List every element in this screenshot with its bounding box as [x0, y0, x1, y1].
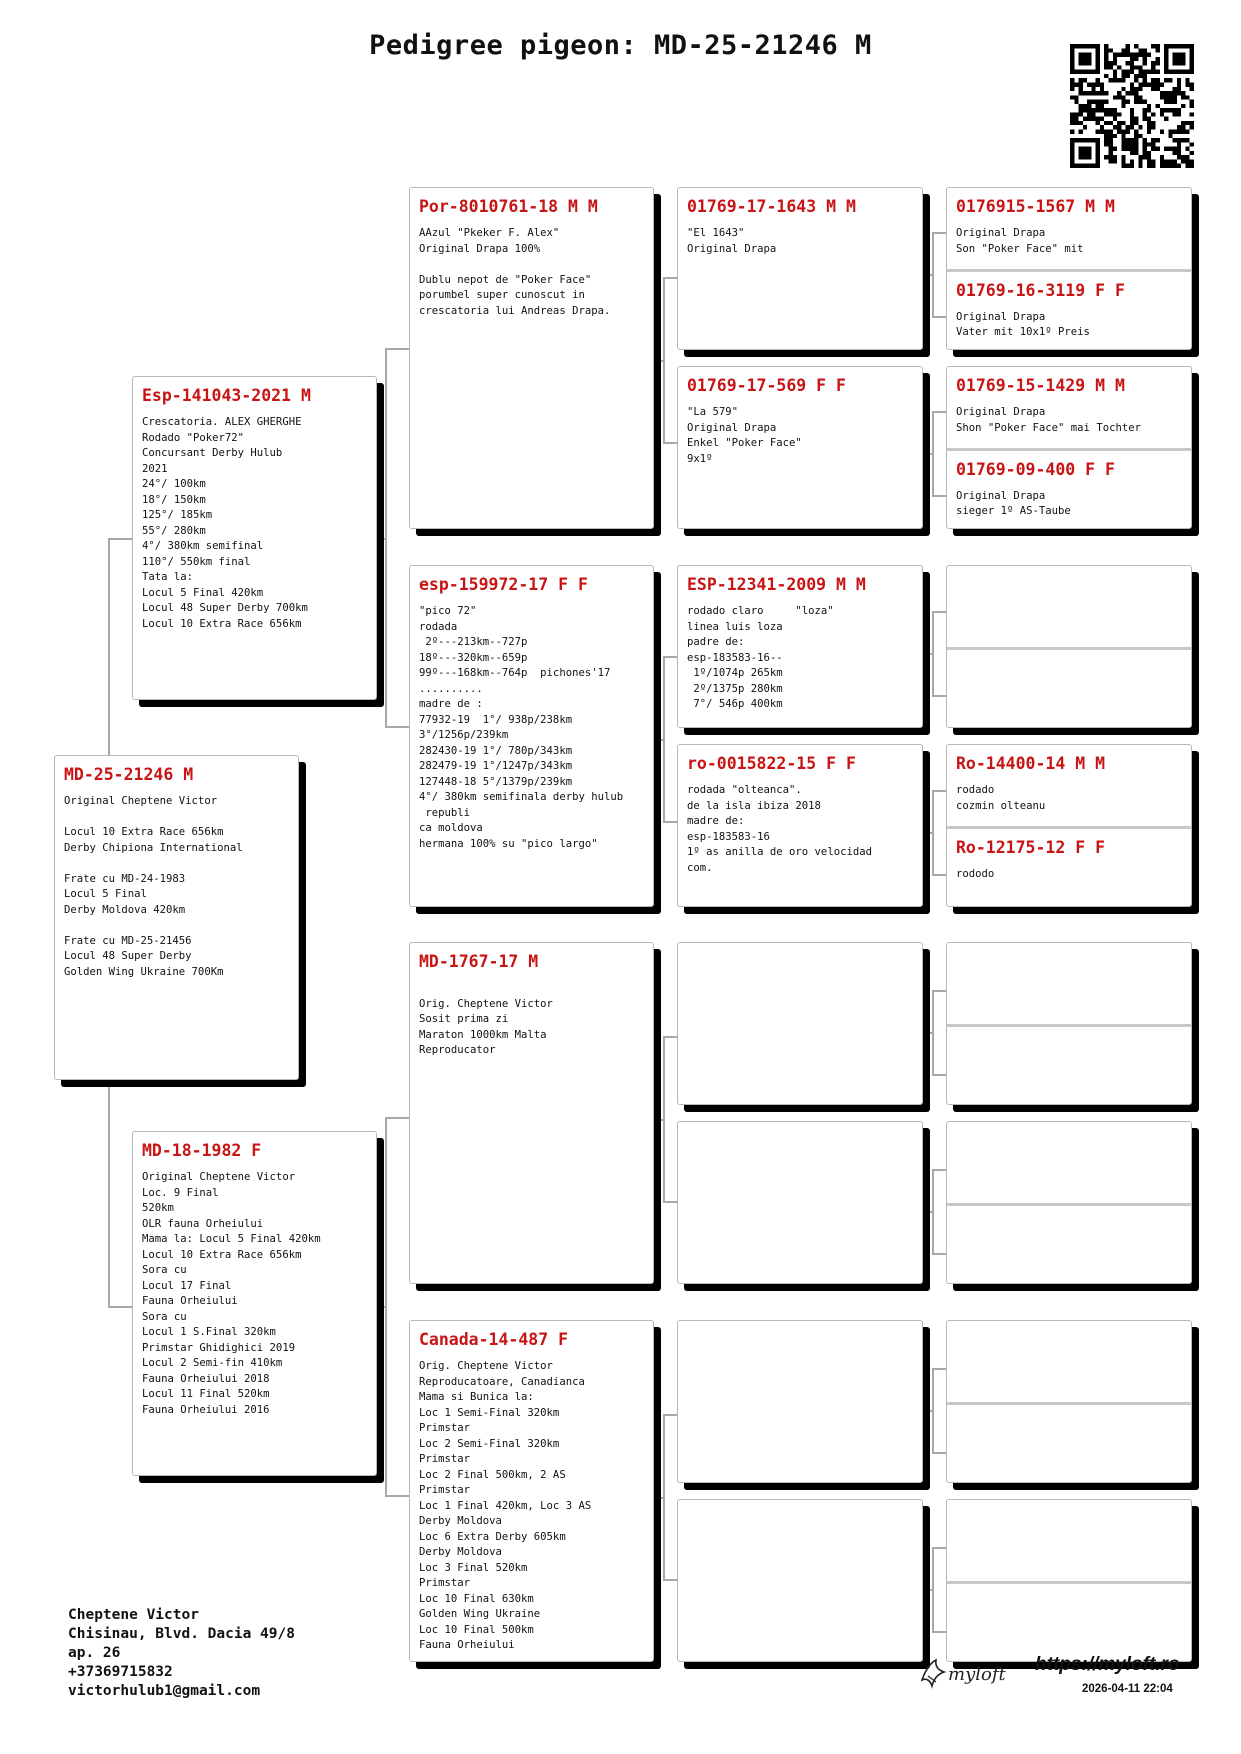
- owner-name: Cheptene Victor: [68, 1607, 199, 1623]
- pigeon-notes: Crescatoria. ALEX GHERGHE Rodado "Poker72" Concursant Derby Hulub 2021 24°/ 100km 18°/ 150km 125°/ 185km 55°/ 280km 4°/ 380km semifinal 110°/ 550km final Tata la: Locul 5 Final 420km Locul 48 Super Derby 700km Locul 10 Extra Race 656km: [142, 416, 308, 630]
- ring-number: MD-18-1982 F: [142, 1141, 262, 1160]
- ring-number: Ro-14400-14 M M: [956, 754, 1106, 773]
- pigeon-card-great-great-grandparent[interactable]: [947, 1203, 1191, 1284]
- pigeon-notes: AAzul "Pkeker F. Alex" Original Drapa 100% Dublu nepot de "Poker Face" porumbel super cunoscut in crescatoria lui Andreas Drapa.: [419, 227, 611, 317]
- pigeon-notes: rododo: [956, 867, 995, 880]
- pigeon-card-great-great-grandparent[interactable]: [947, 448, 1191, 529]
- pigeon-card-great-great-grandparent[interactable]: [947, 647, 1191, 728]
- owner-contact: [68, 1606, 295, 1701]
- owner-phone: +37369715832: [68, 1664, 173, 1680]
- pigeon-notes: rodado claro "loza" linea luis loza padre de: esp-183583-16-- 1º/1074p 265km 2º/1375p 280km 7°/ 546p 400km: [687, 605, 834, 710]
- ring-number: MD-25-21246 M: [64, 765, 194, 784]
- pigeon-card-great-grandparent[interactable]: [677, 565, 923, 728]
- pigeon-card-great-great-grandparent[interactable]: [947, 188, 1191, 269]
- ring-number: 0176915-1567 M M: [956, 197, 1115, 216]
- pigeon-card-pair: [946, 187, 1192, 350]
- pigeon-card-pair: [946, 1320, 1192, 1483]
- pigeon-notes: Original Drapa Son "Poker Face" mit: [956, 227, 1084, 255]
- pigeon-card-great-great-grandparent[interactable]: [947, 1321, 1191, 1402]
- pigeon-notes: Original Drapa Shon "Poker Face" mai Tochter: [956, 406, 1141, 434]
- ring-number: Por-8010761-18 M M: [419, 197, 598, 216]
- pigeon-card-great-grandparent[interactable]: [677, 942, 923, 1105]
- ring-number: ESP-12341-2009 M M: [687, 575, 866, 594]
- pigeon-card-grandparent[interactable]: [409, 565, 654, 907]
- ring-number: 01769-17-1643 M M: [687, 197, 856, 216]
- pigeon-card-great-great-grandparent[interactable]: [947, 1581, 1191, 1662]
- pigeon-card-great-great-grandparent[interactable]: [947, 1122, 1191, 1203]
- pigeon-card-sire[interactable]: [132, 376, 377, 700]
- pigeon-card-great-grandparent[interactable]: [677, 366, 923, 529]
- pigeon-card-great-great-grandparent[interactable]: [947, 269, 1191, 350]
- pigeon-card-pair: [946, 1499, 1192, 1662]
- pigeon-card-great-grandparent[interactable]: [677, 1499, 923, 1662]
- pigeon-card-dam[interactable]: [132, 1131, 377, 1476]
- print-date: 2026-04-11 22:04: [1082, 1683, 1173, 1695]
- pigeon-notes: "El 1643" Original Drapa: [687, 227, 777, 255]
- pigeon-card-great-grandparent[interactable]: [677, 1320, 923, 1483]
- pigeon-notes: rodado cozmin olteanu: [956, 784, 1046, 812]
- ring-number: MD-1767-17 M: [419, 952, 539, 971]
- page-title: Pedigree pigeon: MD-25-21246 M: [369, 30, 872, 61]
- pigeon-notes: Original Drapa Vater mit 10x1º Preis: [956, 310, 1090, 338]
- ring-number: Canada-14-487 F: [419, 1330, 569, 1349]
- pigeon-card-great-great-grandparent[interactable]: [947, 1500, 1191, 1581]
- pigeon-card-pair: [946, 366, 1192, 529]
- ring-number: 01769-16-3119 F F: [956, 280, 1125, 300]
- owner-email[interactable]: victorhulub1@gmail.com: [68, 1683, 261, 1699]
- pigeon-card-great-grandparent[interactable]: [677, 1121, 923, 1284]
- pigeon-card-grandparent[interactable]: [409, 1320, 654, 1662]
- pigeon-notes: Original Drapa sieger 1º AS-Taube: [956, 489, 1071, 517]
- ring-number: 01769-17-569 F F: [687, 376, 846, 395]
- pigeon-notes: Original Cheptene Victor Loc. 9 Final 520km OLR fauna Orheiului Mama la: Locul 5 Final 420km Locul 10 Extra Race 656km Sora cu Locul 17 Final Fauna Orheiului Sora cu Locul 1 S.Final 320km Primstar Ghidighici 2019 Locul 2 Semi-fin 410km Fauna Orheiului 2018 Locul 11 Final 520km Fauna Orheiului 2016: [142, 1171, 321, 1416]
- ring-number: esp-159972-17 F F: [419, 575, 588, 594]
- owner-address-line2: ap. 26: [68, 1645, 121, 1661]
- pigeon-card-pair: [946, 1121, 1192, 1284]
- ring-number: ro-0015822-15 F F: [687, 754, 856, 773]
- pigeon-card-great-great-grandparent[interactable]: [947, 1024, 1191, 1105]
- pigeon-card-grandparent[interactable]: [409, 187, 654, 529]
- pigeon-notes: rodada "olteanca". de la isla ibiza 2018 madre de: esp-183583-16 1º as anilla de oro velocidad com.: [687, 784, 872, 874]
- pigeon-card-great-great-grandparent[interactable]: [947, 745, 1191, 826]
- pigeon-card-great-great-grandparent[interactable]: [947, 826, 1191, 907]
- pigeon-card-subject[interactable]: [54, 755, 299, 1080]
- owner-address-line1: Chisinau, Blvd. Dacia 49/8: [68, 1626, 295, 1642]
- pigeon-notes: Original Cheptene Victor Locul 10 Extra Race 656km Derby Chipiona International Frate cu MD-24-1983 Locul 5 Final Derby Moldova 420km Frate cu MD-25-21456 Locul 48 Super Derby Golden Wing Ukraine 700Km: [64, 795, 243, 978]
- ring-number: Ro-12175-12 F F: [956, 837, 1106, 857]
- pigeon-card-pair: [946, 565, 1192, 728]
- ring-number: 01769-15-1429 M M: [956, 376, 1125, 395]
- pigeon-card-great-great-grandparent[interactable]: [947, 943, 1191, 1024]
- ring-number: 01769-09-400 F F: [956, 459, 1115, 479]
- pigeon-notes: "pico 72" rodada 2º---213km--727p 18º---320km--659p 99º---168km--764p pichones'17 .......... madre de : 77932-19 1°/ 938p/238km 3°/1256p/239km 282430-19 1°/ 780p/343km 282479-19 1°/1247p/343km 127448-18 5°/1379p/239km 4°/ 380km semifinala derby hulub republi ca moldova hermana 100% su "pico largo": [419, 605, 624, 850]
- pigeon-notes: "La 579" Original Drapa Enkel "Poker Face" 9x1º: [687, 406, 802, 465]
- pigeon-notes: Orig. Cheptene Victor Reproducatoare, Canadianca Mama si Bunica la: Loc 1 Semi-Final 320km Primstar Loc 2 Semi-Final 320km Primstar Loc 2 Final 500km, 2 AS Primstar Loc 1 Final 420km, Loc 3 AS Derby Moldova Loc 6 Extra Derby 605km Derby Moldova Loc 3 Final 520km Primstar Loc 10 Final 630km Golden Wing Ukraine Loc 10 Final 500km Fauna Orheiului: [419, 1360, 592, 1651]
- pigeon-card-great-great-grandparent[interactable]: [947, 367, 1191, 448]
- pigeon-notes: Orig. Cheptene Victor Sosit prima zi Maraton 1000km Malta Reproducator: [419, 997, 553, 1056]
- pigeon-card-great-great-grandparent[interactable]: [947, 566, 1191, 647]
- website-link[interactable]: https://myloft.ro: [1035, 1654, 1180, 1675]
- myloft-logo-icon: [918, 1656, 1018, 1690]
- svg-text:myloft: myloft: [948, 1664, 1006, 1685]
- ring-number: Esp-141043-2021 M: [142, 386, 311, 405]
- pigeon-card-great-grandparent[interactable]: [677, 744, 923, 907]
- qr-code-icon: [1070, 44, 1194, 168]
- pigeon-card-pair: [946, 942, 1192, 1105]
- pigeon-card-grandparent[interactable]: [409, 942, 654, 1284]
- pigeon-card-great-grandparent[interactable]: [677, 187, 923, 350]
- pigeon-card-pair: [946, 744, 1192, 907]
- pigeon-card-great-great-grandparent[interactable]: [947, 1402, 1191, 1483]
